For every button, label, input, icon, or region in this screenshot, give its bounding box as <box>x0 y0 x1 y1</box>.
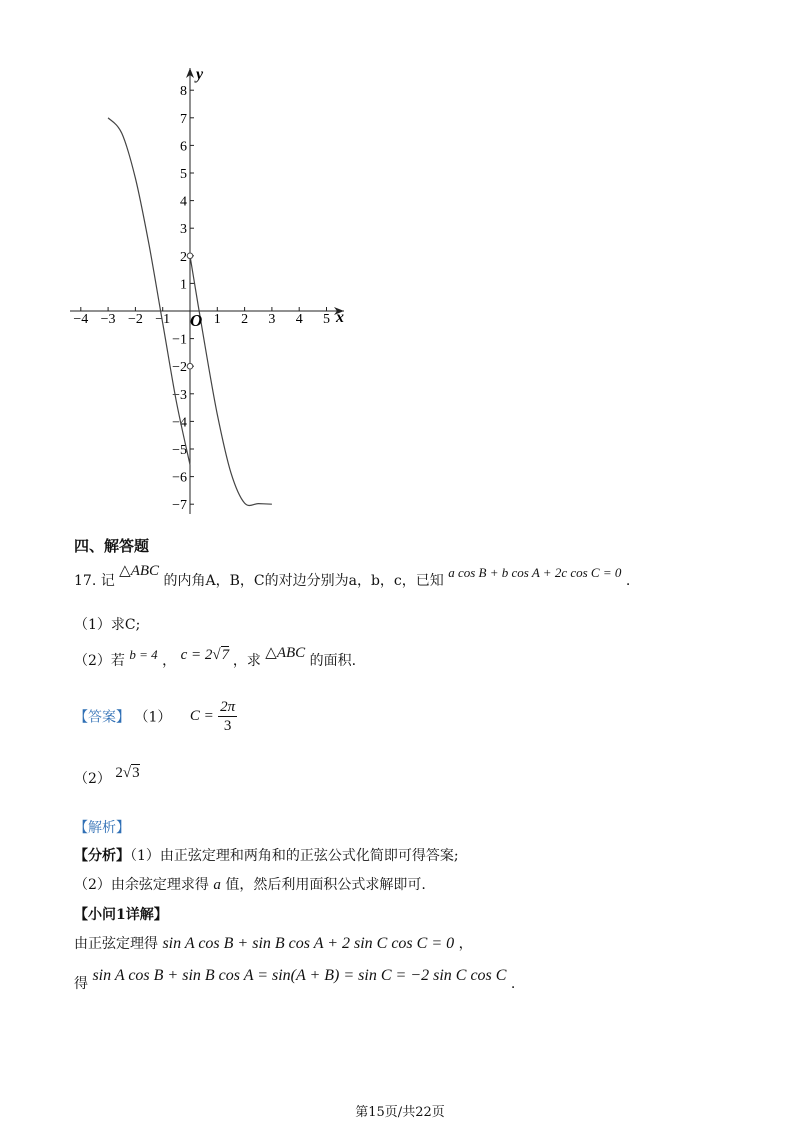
page-footer: 第15页/共22页 <box>355 1105 445 1120</box>
y-tick-label: 5 <box>180 167 187 182</box>
c-value-root: 7 <box>221 647 230 663</box>
solution-line-1-prefix: 由正弦定理得 <box>74 936 158 952</box>
y-axis-label: y <box>196 66 204 83</box>
solution-line-2-prefix: 得 <box>74 976 88 992</box>
x-tick-label: 1 <box>213 312 221 327</box>
solution-line-2 <box>74 965 516 992</box>
fenxi-label: 【分析】 <box>74 848 130 864</box>
problem-text-2: 的内角A，B，C的对边分别为a，b，c，已知 <box>163 573 444 589</box>
fraction-numerator: 2π <box>220 699 236 715</box>
condition-formula: a cos B + b cos A + 2c cos C = 0 <box>448 565 622 580</box>
y-tick-label: −4 <box>172 415 187 431</box>
fenxi-line-1 <box>74 845 459 865</box>
x-tick-label: 4 <box>295 312 303 327</box>
b-value: b = 4 <box>129 647 158 662</box>
problem-end: . <box>625 573 631 589</box>
solution-line-2-end: . <box>510 976 516 992</box>
comma: ， <box>162 653 177 669</box>
part2-text-b: ，求 <box>232 653 261 669</box>
y-tick-label: −5 <box>172 443 187 458</box>
answer-part1-prefix: （1） <box>134 709 172 726</box>
curve-2 <box>190 256 272 506</box>
fenxi-var-a: a <box>213 877 221 893</box>
problem-line <box>74 563 631 590</box>
solution-line-1-end: ， <box>458 936 473 952</box>
c-value: c = 2√7 <box>180 647 230 663</box>
x-tick-label: −4 <box>73 312 89 327</box>
x-tick-label: 2 <box>241 312 249 327</box>
y-tick-label: −2 <box>172 360 187 376</box>
axes <box>70 68 344 514</box>
triangle-symbol-2: △ABC <box>265 645 306 661</box>
problem-number: 17. <box>74 573 97 589</box>
sub1-label: 【小问1详解】 <box>74 907 168 923</box>
origin-label: O <box>190 311 203 330</box>
x-tick-label: 3 <box>268 312 276 327</box>
y-tick-label: 1 <box>180 277 187 293</box>
y-tick-label: 6 <box>180 139 187 155</box>
answer-part2-coef: 2 <box>115 765 123 781</box>
fraction-denominator: 3 <box>223 718 232 734</box>
fenxi-text-1: （1）由正弦定理和两角和的正弦公式化简即可得答案; <box>130 848 459 864</box>
problem-text-1: 记 <box>100 573 115 589</box>
part2-text-a: （2）若 <box>74 653 125 669</box>
solution-line-1-math: sin A cos B + sin B cos A + 2 sin C cos C = 0 <box>162 935 455 952</box>
answer-line <box>74 698 237 735</box>
part1: （1）求C; <box>74 617 141 633</box>
open-point <box>187 363 193 369</box>
open-point <box>187 253 193 259</box>
c-value-prefix: c = 2 <box>180 647 213 663</box>
answer-part2-prefix: （2） <box>74 771 111 787</box>
analysis-label: 【解析】 <box>74 820 130 836</box>
fenxi-text-2b: 值，然后利用面积公式求解即可. <box>225 877 426 893</box>
y-tick-label: −6 <box>172 470 187 486</box>
x-axis-label: x <box>336 309 344 326</box>
solution-line-1 <box>74 933 473 953</box>
ticks <box>73 84 330 513</box>
x-tick-label: −2 <box>127 312 143 327</box>
y-tick-label: −1 <box>172 332 187 348</box>
x-tick-label: −1 <box>155 312 171 327</box>
x-tick-label: −3 <box>100 312 116 327</box>
function-graph <box>0 0 800 520</box>
answer-c-eq: C = <box>189 708 214 724</box>
part2 <box>74 645 357 670</box>
y-tick-label: −7 <box>172 498 187 514</box>
y-tick-label: 2 <box>180 249 187 265</box>
triangle-symbol: △ABC <box>119 563 160 579</box>
y-tick-label: 4 <box>180 194 187 210</box>
x-tick-label: 5 <box>323 312 330 327</box>
y-tick-label: 3 <box>180 222 187 238</box>
answer-part2-root: 3 <box>132 765 140 781</box>
y-tick-label: −3 <box>172 387 187 403</box>
solution-line-2-math: sin A cos B + sin B cos A = sin(A + B) = sin C = −2 sin C cos C <box>92 967 507 984</box>
y-tick-label: 7 <box>180 111 187 127</box>
answer-fraction <box>218 698 237 735</box>
fenxi-line-2 <box>74 874 426 894</box>
answer-part2 <box>74 765 140 788</box>
answer-label: 【答案】 <box>74 709 130 726</box>
answer-part2-value: 2√3 <box>115 765 140 781</box>
y-tick-label: 8 <box>180 84 187 100</box>
part2-text-c: 的面积. <box>309 653 357 669</box>
curve-1 <box>108 118 190 465</box>
fenxi-text-2a: （2）由余弦定理求得 <box>74 877 209 893</box>
section-title: 四、解答题 <box>74 537 150 555</box>
